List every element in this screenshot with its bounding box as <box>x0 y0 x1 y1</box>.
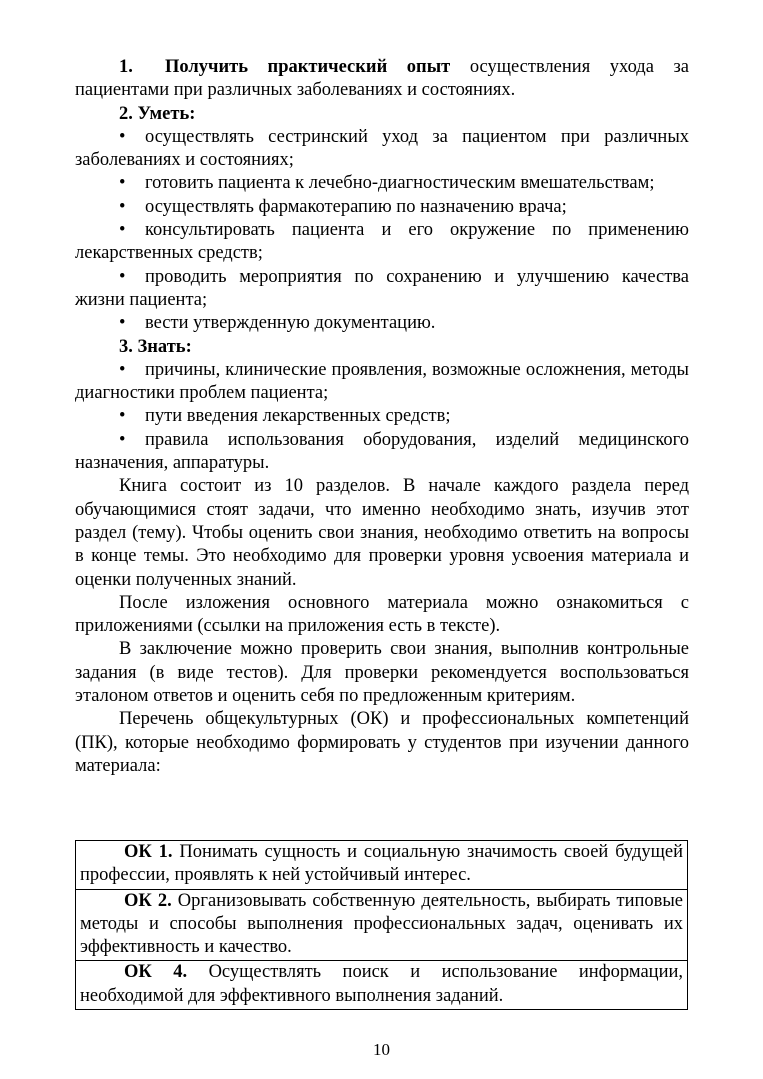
bullet-icon: • <box>119 196 126 217</box>
table-cell <box>76 961 688 1010</box>
heading-skills: 2. Уметь: <box>119 103 196 124</box>
bullet-icon: • <box>119 220 126 241</box>
list-item: • правила использования оборудования, изделий медицинского назначения, аппаратуры. <box>75 429 689 474</box>
list-item: • готовить пациента к лечебно-диагностическим вмешательствам; <box>75 172 689 195</box>
list-item: • пути введения лекарственных средств; <box>75 405 689 428</box>
competency-text: Организовывать собственную деятельность, выбирать типовые методы и способы выполнения профессиональных задач, оценивать их эффективность и качество. <box>80 890 683 958</box>
table-cell <box>76 841 688 890</box>
competencies-table <box>75 840 688 1010</box>
item-text: осуществления ухода за пациентами при различных заболеваниях и состояниях. <box>75 57 690 101</box>
item-bold-lead: Получить практический опыт <box>165 57 451 77</box>
list-item: • вести утвержденную документацию. <box>75 312 689 335</box>
bullet-icon: • <box>119 173 126 194</box>
competency-code: ОК 2. <box>124 890 172 911</box>
paragraph-competencies-intro: Перечень общекультурных (ОК) и профессиональных компетенций (ПК), которые необходимо формировать у студентов при изучении данного материала: <box>75 709 689 776</box>
bullet-icon: • <box>119 406 126 427</box>
bullet-icon: • <box>119 313 126 334</box>
table-row <box>76 961 688 1010</box>
paragraph-appendices: После изложения основного материала можно ознакомиться с приложениями (ссылки на приложения есть в тексте). <box>75 592 689 637</box>
page-number: 10 <box>373 1040 390 1059</box>
table-cell <box>76 889 688 961</box>
competency-text: Понимать сущность и социальную значимость своей будущей профессии, проявлять к ней устойчивый интерес. <box>80 842 684 886</box>
table-row <box>76 841 688 890</box>
bullet-icon: • <box>119 429 126 450</box>
list-item: • причины, клинические проявления, возможные осложнения, методы диагностики проблем пациента; <box>75 359 689 404</box>
bullet-icon: • <box>119 266 126 287</box>
competency-text: Осуществлять поиск и использование информации, необходимой для эффективного выполнения заданий. <box>80 962 683 1006</box>
paragraph-tests: В заключение можно проверить свои знания, выполнив контрольные задания (в виде тестов). Для проверки рекомендуется воспользоваться эталоном ответов и оценить себя по предложенным критериям. <box>75 639 689 707</box>
body-text <box>75 56 689 778</box>
item-number: 1. <box>119 57 133 77</box>
paragraph-book-structure: Книга состоит из 10 разделов. В начале каждого раздела перед обучающимися стоят задачи, что именно необходимо знать, изучив этот раздел (тему). Чтобы оценить свои знания, необходимо ответить на вопросы в конце темы. Это необходимо для проверки уровня усвоения материала и оценки полученных знаний. <box>75 476 689 590</box>
bullet-icon: • <box>119 359 126 380</box>
list-item: • консультировать пациента и его окружение по применению лекарственных средств; <box>75 220 689 264</box>
list-item: • осуществлять сестринский уход за пациентом при различных заболеваниях и состояниях; <box>75 126 689 171</box>
list-item: • осуществлять фармакотерапию по назначению врача; <box>75 196 689 219</box>
list-item: • проводить мероприятия по сохранению и улучшению качества жизни пациента; <box>75 266 689 310</box>
table-row <box>76 889 688 961</box>
item-practical-experience <box>75 56 689 103</box>
competency-code: ОК 4. <box>124 962 188 983</box>
bullet-icon: • <box>119 126 126 147</box>
competency-code: ОК 1. <box>124 842 173 862</box>
heading-knowledge: 3. Знать: <box>119 336 192 357</box>
